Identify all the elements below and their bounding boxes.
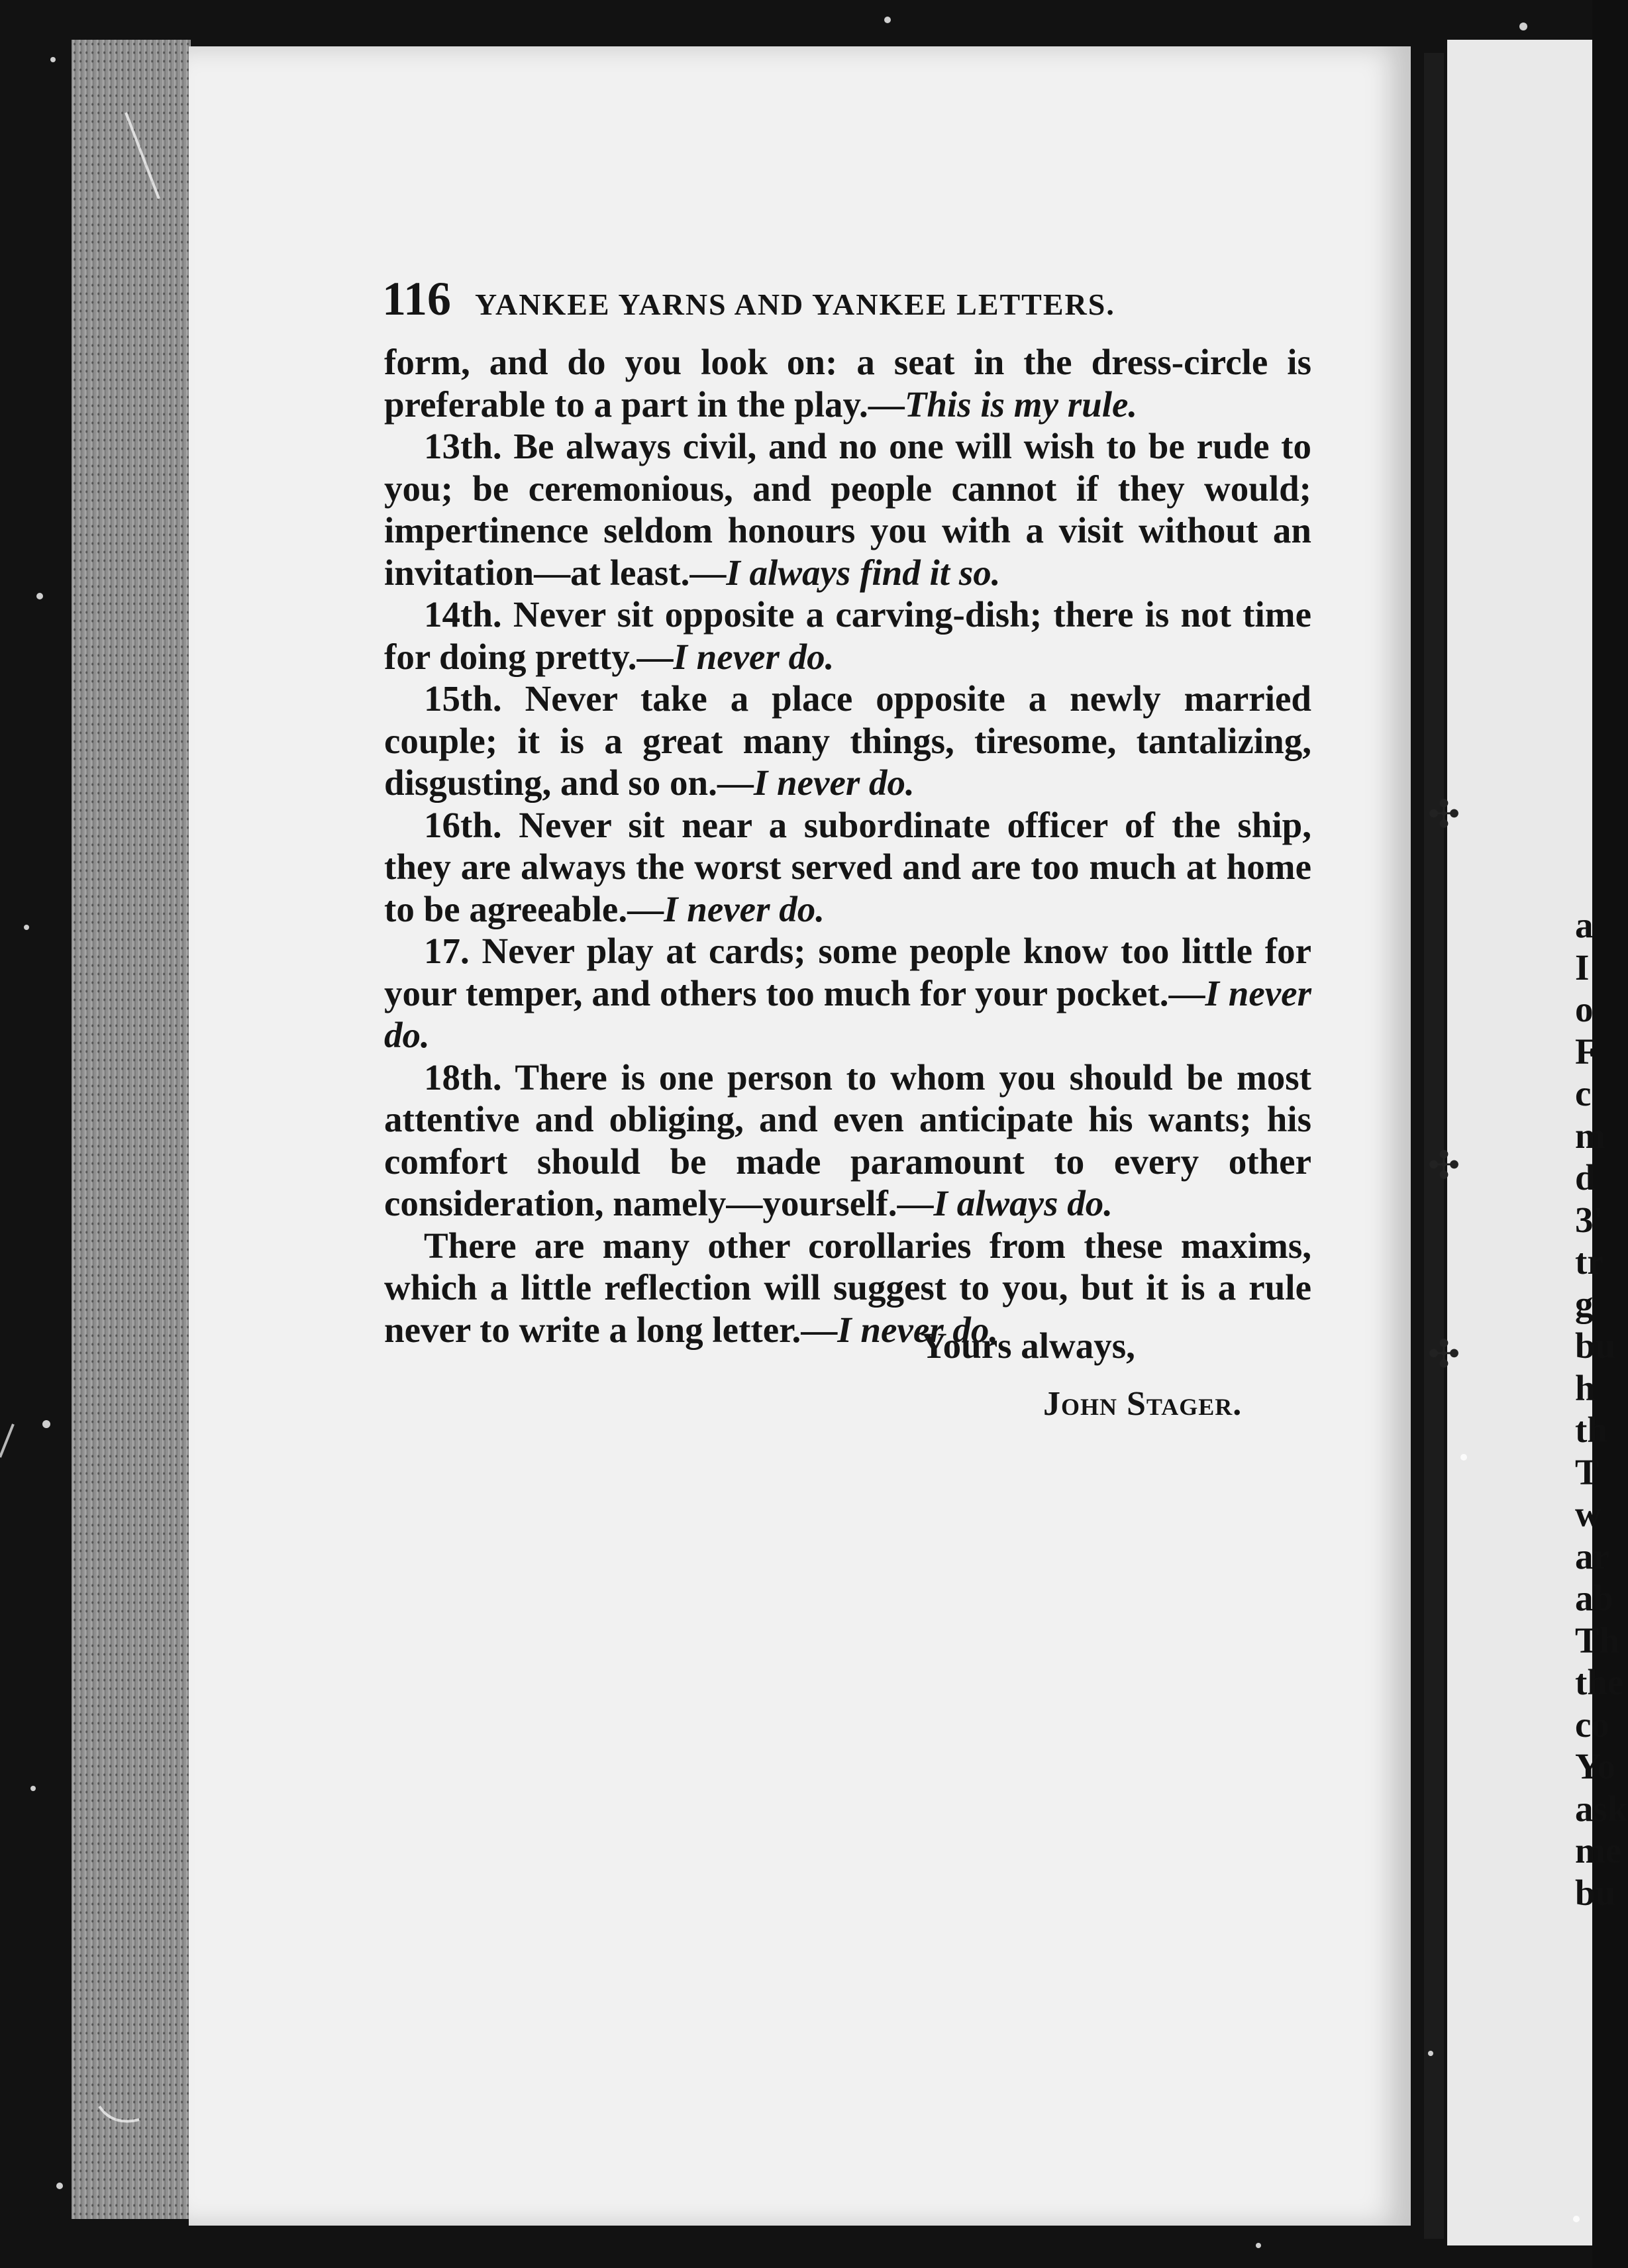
- paragraph-1-italic: This is my rule.: [904, 384, 1138, 425]
- paragraph-14th: [384, 593, 1311, 678]
- paragraph-16th: [384, 804, 1311, 931]
- paragraph-17: [384, 930, 1311, 1057]
- page-number: 116: [382, 272, 452, 325]
- paragraph-16th-text: 16th. Never sit near a subordinate officer of the ship, they are always the worst served and are too much at home to be agreeable.—: [384, 804, 1311, 929]
- paragraph-13th-text: 13th. Be always civil, and no one will wish to be rude to you; be ceremonious, and people cannot if they would; impertinence seldom honours you with a visit without an invitation—at least.—: [384, 426, 1311, 593]
- facing-fragment: the: [1575, 1662, 1624, 1702]
- facing-page-text: [1575, 904, 1628, 1914]
- paragraph-16th-italic: I never do.: [664, 888, 825, 929]
- facing-fragment: ab: [1575, 1578, 1614, 1618]
- paragraph-13th: [384, 425, 1311, 593]
- paragraph-15th: [384, 678, 1311, 804]
- facing-fragment: c: [1575, 1073, 1592, 1113]
- paragraph-18th-italic: I always do.: [933, 1183, 1113, 1223]
- running-title: YANKEE YARNS AND YANKEE LETTERS.: [475, 287, 1115, 321]
- paragraph-18th: [384, 1057, 1311, 1225]
- facing-fragment: ask: [1575, 1788, 1628, 1829]
- letter-body: [384, 341, 1311, 1351]
- facing-fragment: o: [1575, 989, 1594, 1029]
- paragraph-14th-text: 14th. Never sit opposite a carving-dish; there is not time for doing pretty.—: [384, 594, 1311, 677]
- facing-fragment: co: [1575, 1704, 1609, 1745]
- paragraph-14th-italic: I never do.: [673, 636, 835, 677]
- facing-fragment: bu: [1575, 1325, 1616, 1366]
- facing-fragment: bu: [1575, 1872, 1616, 1913]
- facing-fragment: 3': [1575, 1199, 1603, 1240]
- facing-fragment: ar: [1575, 1535, 1609, 1576]
- facing-fragment: g: [1575, 1283, 1594, 1324]
- paragraph-corollaries: [384, 1225, 1311, 1351]
- facing-fragment: w: [1575, 1494, 1602, 1534]
- paragraph-1: [384, 341, 1311, 425]
- gutter-ornament-icon: ✣: [1427, 1144, 1460, 1187]
- facing-fragment: me: [1575, 1830, 1622, 1871]
- facing-fragment: T: [1575, 1451, 1600, 1492]
- gutter-ornament-icon: ✣: [1427, 793, 1460, 836]
- letter-signature: John Stager.: [1043, 1385, 1243, 1423]
- paragraph-13th-italic: I always find it so.: [726, 552, 1001, 593]
- facing-fragment: th: [1575, 1410, 1607, 1450]
- paragraph-15th-text: 15th. Never take a place opposite a newly married couple; it is a great many things, tiresome, tantalizing, disgusting, and so on.—: [384, 678, 1311, 803]
- facing-fragment: h: [1575, 1367, 1596, 1408]
- paragraph-18th-text: 18th. There is one person to whom you should be most attentive and obliging, and even anticipate his wants; his comfort should be made paramount to every other consideration, namely—yourself.—: [384, 1057, 1311, 1223]
- facing-fragment: d: [1575, 1157, 1596, 1198]
- paragraph-corollaries-text: There are many other corollaries from these maxims, which a little reflection will suggest to you, but it is a rule never to write a long letter.—: [384, 1225, 1311, 1350]
- facing-fragment: m: [1575, 1115, 1605, 1156]
- running-header: [382, 272, 1343, 331]
- facing-fragment: a: [1575, 905, 1594, 945]
- facing-fragment: tr: [1575, 1241, 1603, 1282]
- paragraph-corollaries-italic: I never do.: [837, 1309, 999, 1350]
- paragraph-17-text: 17. Never play at cards; some people know too little for your temper, and others too much for your pocket.—: [384, 931, 1311, 1013]
- paragraph-1-text: form, and do you look on: a seat in the dress-circle is preferable to a part in the play.—: [384, 342, 1311, 425]
- paragraph-17-italic: I never do.: [384, 972, 1311, 1055]
- facing-fragment: I: [1575, 947, 1590, 988]
- paragraph-15th-italic: I never do.: [753, 762, 915, 803]
- facing-fragment: Th: [1575, 1620, 1620, 1661]
- facing-fragment: F: [1575, 1031, 1598, 1072]
- gutter-ornament-icon: ✣: [1427, 1333, 1460, 1376]
- letter-closing: Yours always,: [921, 1325, 1135, 1366]
- page-edge-speckle: [72, 40, 191, 2219]
- facing-fragment: Yo: [1575, 1746, 1616, 1786]
